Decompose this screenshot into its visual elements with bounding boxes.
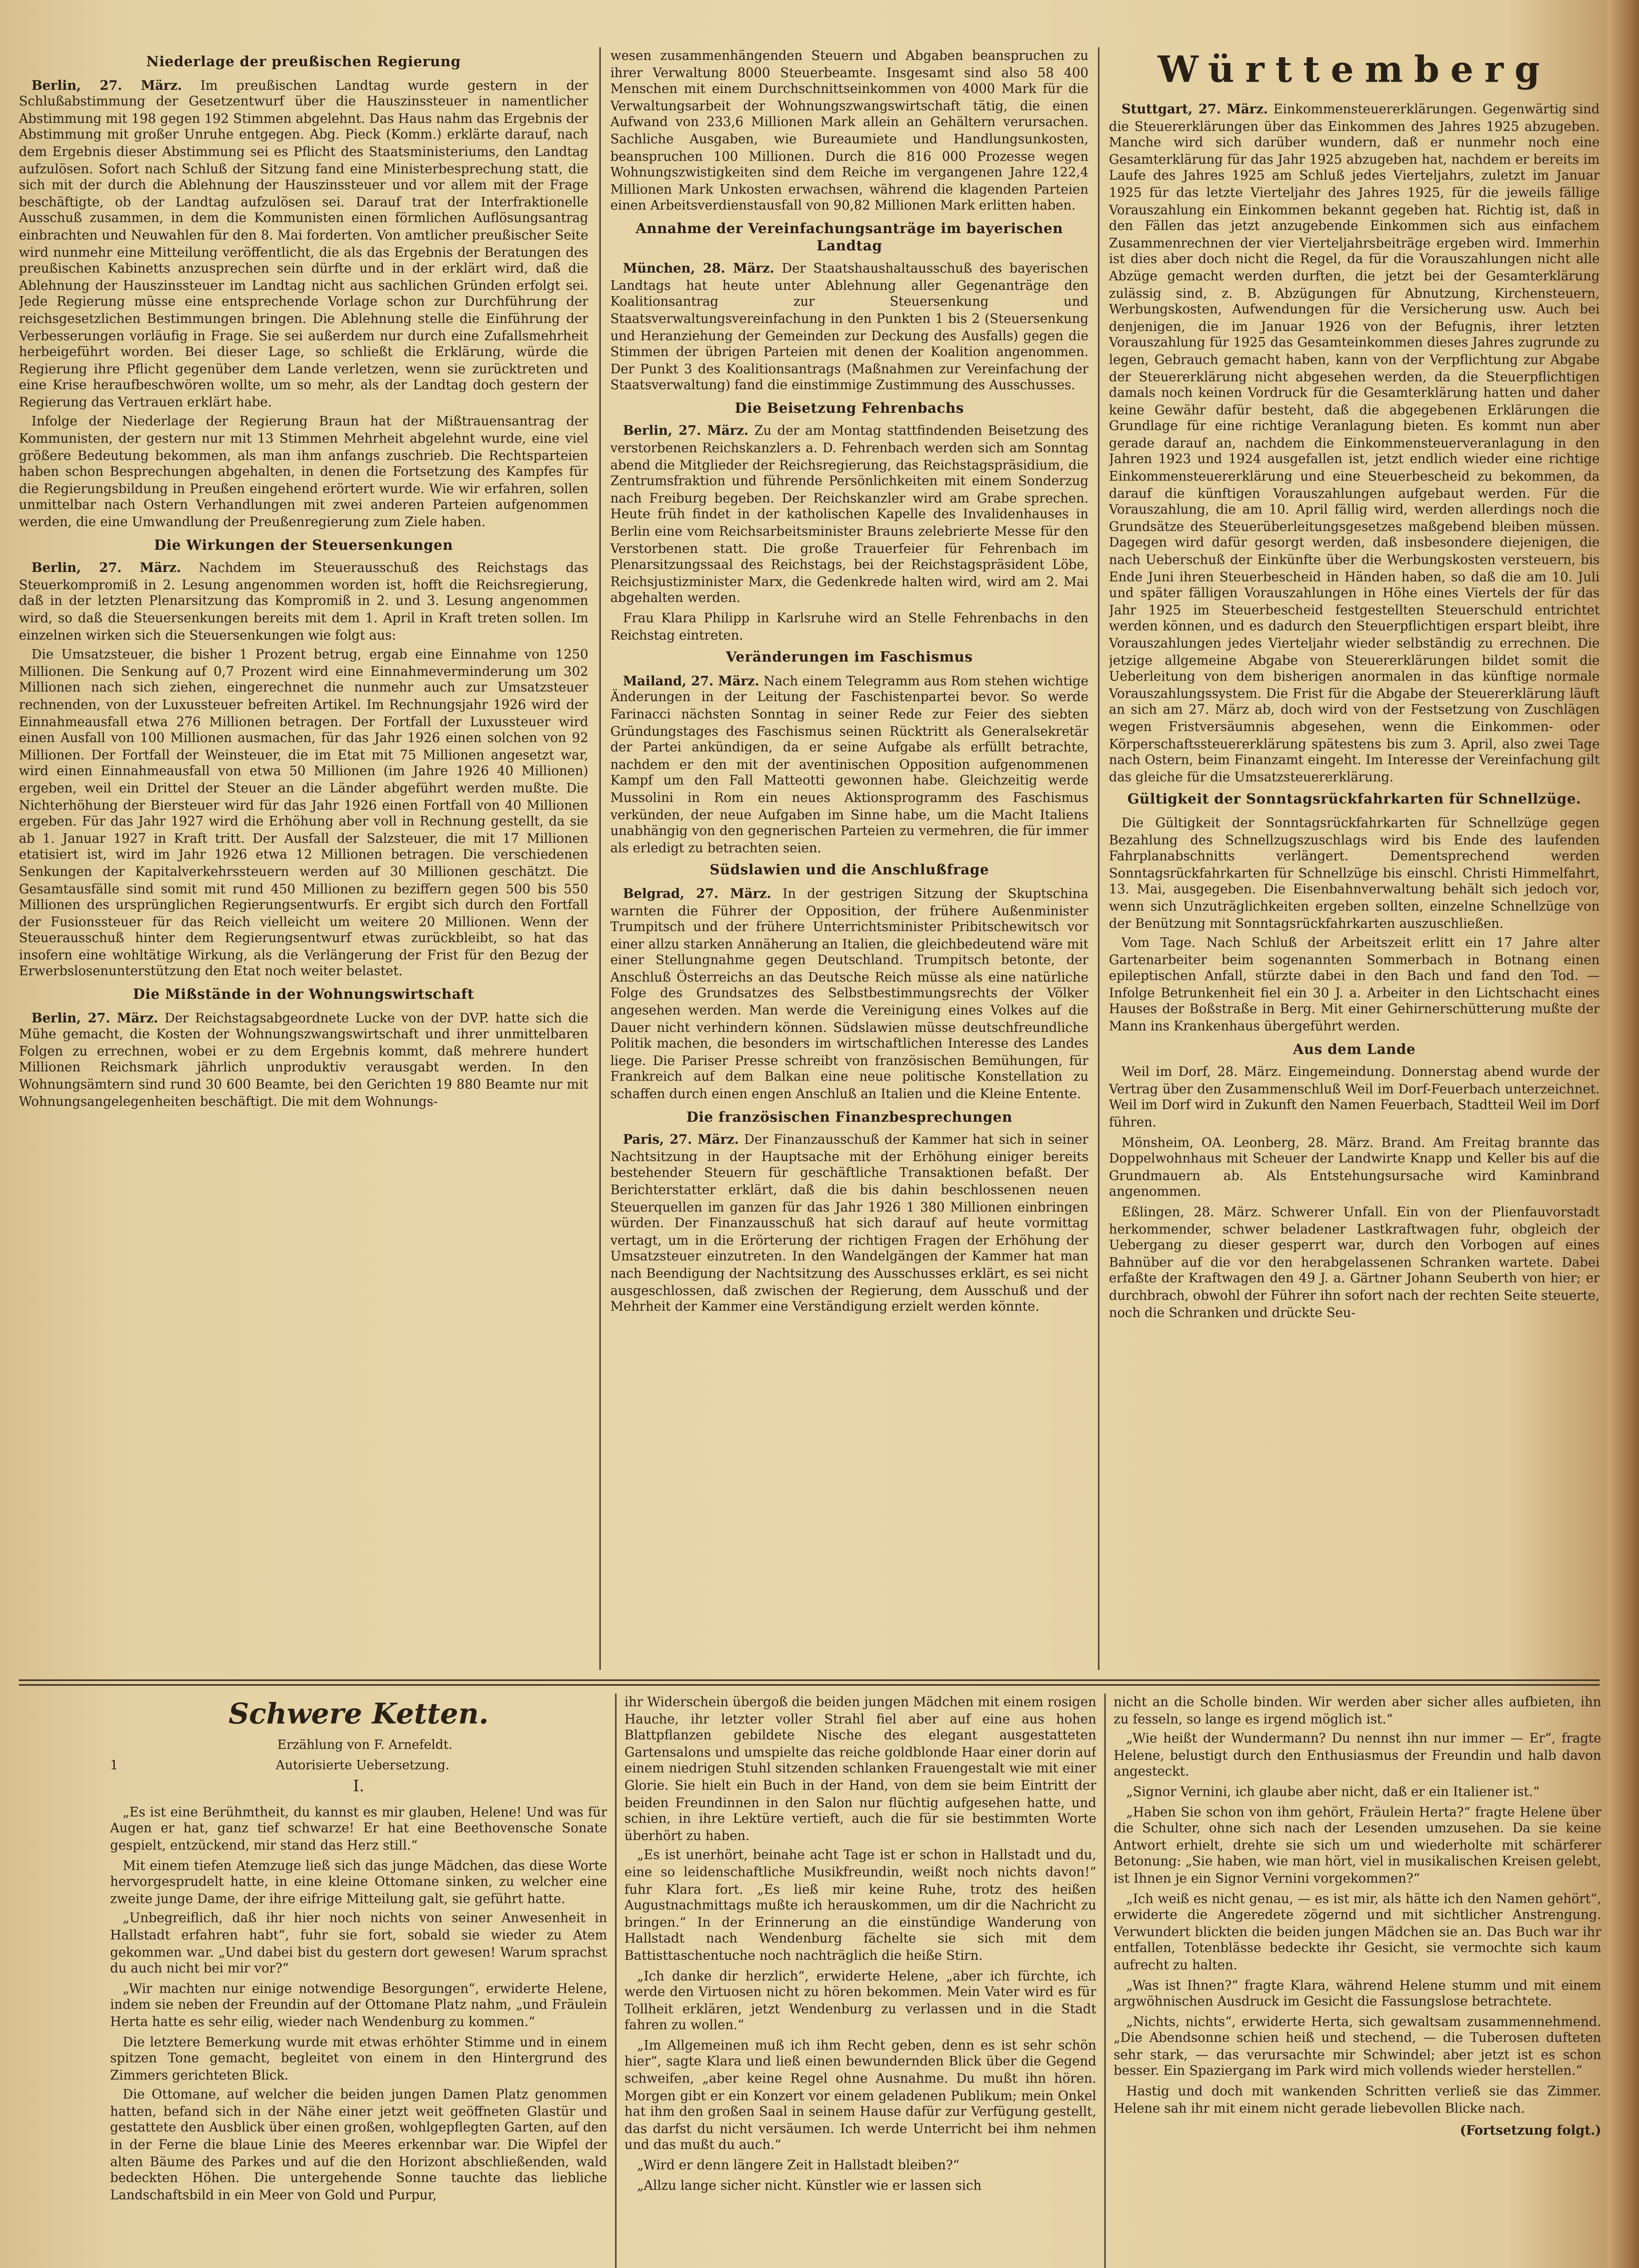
article-lead [19, 77, 589, 411]
feuilleton-column-2 [624, 1694, 1096, 2268]
section-title-wuerttemberg: Württemberg [1157, 49, 1551, 92]
article-lead [19, 1009, 589, 1110]
article-heading: Südslawien und die Anschlußfrage [709, 864, 989, 880]
article-heading: Die Wirkungen der Steuersenkungen [154, 538, 454, 554]
dateline: Berlin, 27. März. [623, 423, 749, 439]
feuilleton-divider [19, 1679, 1600, 1681]
dateline: Paris, 27. März. [623, 1131, 739, 1148]
article-heading: Die Mißstände in der Wohnungswirtschaft [133, 987, 474, 1004]
dateline: Mailand, 27. März. [623, 672, 760, 689]
article-text: Zu der am Montag stattfindenden Beisetzung des verstorbenen Reichskanzlers a. D. Fehrenbach werden sich am Sonntag abend die Mitglieder der Reichsregierung, das Reichstagspräsidium, die Zentrumsfraktion und führende Persönlichkeiten mit einem Sonderzug nach Freiburg begeben. Der Reichskanzler wird am Grabe sprechen. Heute früh findet in der katholischen Kapelle des Invalidenhauses in Berlin eine vom Reichsarbeitsminister Brauns zelebrierte Messe für den Verstorbenen statt. Die große Trauerfeier für Fehrenbach im Plenarsitzungssaal des Reichstags, bei der Reichstagspräsident Löbe, Reichsjustizminister Marx, die Gedenkrede halten wird, wird am 2. Mai abgehalten werden. [610, 423, 1089, 606]
paragraph: Die Gültigkeit der Sonntagsrückfahrkarten für Schnellzüge gegen Bezahlung des Schnellzugszuschlags wird bis Ende des laufenden Fahrplanabschnitts verlängert. Dementsprechend werden Sonntagsrückfahrkarten für Schnellzüge bis einschl. Christi Himmelfahrt, 13. Mai, ausgegeben. Die Eisenbahnverwaltung behält sich jedoch vor, wenn sich Unzuträglichkeiten ergeben sollten, einzelne Schnellzüge von der Benützung mit Sonntagsrückfahrkarten auszuschließen. [1109, 814, 1600, 930]
news-column-1 [19, 47, 589, 1670]
paragraph: Infolge der Niederlage der Regierung Braun hat der Mißtrauensantrag der Kommunisten, der gestern nur mit 13 Stimmen Mehrheit abgelehnt wurde, eine viel größere Bedeutung bekommen, als man ihm anfangs zuschrieb. Die Rechtsparteien haben schon Besprechungen abgehalten, in denen die Fortsetzung des Kampfes für die Regierungsbildung in Preußen eingehend erörtert wurde. Wie wir erfahren, sollen unmittelbar nach Ostern Verhandlungen mit zwei anderen Parteien aufgenommen werden, die eine Umwandlung der Preußenregierung zum Ziele haben. [19, 413, 589, 530]
article-heading: Die Beisetzung Fehrenbachs [735, 401, 964, 417]
paragraph: wesen zusammenhängenden Steuern und Abgaben beanspruchen zu ihrer Verwaltung 8000 Steuerbeamte. Insgesamt sind also 58 400 Menschen mit einem Durchschnittseinkommen von 4000 Mark für die Verwaltungsarbeit der Wohnungszwangswirtschaft tätig, die einen Aufwand von 233,6 Millionen Mark allein an Gehältern verursachen. Sachliche Ausgaben, wie Bureaumiete und Handlungsunkosten, beanspruchen 100 Millionen. Durch die 816 000 Prozesse wegen Wohnungszwistigkeiten sind dem Reiche im vergangenen Jahre 122,4 Millionen Mark Unkosten erwachsen, während die klagenden Parteien einen Arbeitsverdienstausfall von 90,82 Millionen Mark erlitten haben. [610, 47, 1089, 214]
article-text: In der gestrigen Sitzung der Skuptschina warnten die Führer der Opposition, der frühere Außenminister Trumpitsch und der frühere Unterrichtsminister Pribitschewitsch vor einer allzu starken Annäherung an Italien, die gleichbedeutend wäre mit einer Stellungnahme gegen Deutschland. Trumpitsch betonte, der Anschluß Österreichs an das Deutsche Reich müsse als eine natürliche Folge des Grundsatzes des Selbstbestimmungsrechts der Völker angesehen werden. Man werde die Vereinigung eines Volkes auf die Dauer nicht verhindern können. Südslawien müsse deutschfreundliche Politik machen, die besonders im wirtschaftlichen Interesse des Landes liege. Die Pariser Presse schreibt von französischen Bemühungen, für Frankreich auf dem Balkan eine neue politische Konstellation zu schaffen durch einen engen Anschluß an Italien und die Kleine Entente. [610, 885, 1089, 1101]
article-text: Der Staatshaushaltausschuß des bayerischen Landtags hat heute unter Ablehnung aller Gegenanträge den Koalitionsantrag zur Steuersenkung und Staatsverwaltungsvereinfachung in den Punkten 1 bis 2 (Steuersenkung und Heranziehung der Gemeinden zur Deckung des Ausfalls) gegen die Stimmen der übrigen Parteien mit denen der Koalition angenommen. Der Punkt 3 des Koalitionsantrags (Maßnahmen zur Vereinfachung der Staatsverwaltung) fand die einstimmige Zustimmung des Ausschusses. [610, 260, 1089, 393]
article-heading: Aus dem Lande [1293, 1042, 1416, 1058]
article-text: Im preußischen Landtag wurde gestern in der Schlußabstimmung der Gesetzentwurf über die Hauszinssteuer in namentlicher Abstimmung mit 198 gegen 192 Stimmen abgelehnt. Das Haus nahm das Ergebnis der Abstimmung mit großer Unruhe entgegen. Abg. Pieck (Komm.) erklärte darauf, nach dem Ergebnis dieser Abstimmung sei es Pflicht des Staatsministeriums, den Landtag aufzulösen. Sofort nach Schluß der Sitzung fand eine Ministerbesprechung statt, die sich mit der durch die Ablehnung der Hauszinssteuer und vor allem mit der Frage beschäftigte, ob der Landtag aufzulösen sei. Darauf trat der Interfraktionelle Ausschuß zusammen, in dem die Kommunisten einen förmlichen Auflösungsantrag einbrachten und Neuwahlen für den 8. Mai forderten. Von amtlicher preußischer Seite wird nunmehr eine Mitteilung veröffentlicht, die als das Ergebnis der Beratungen des preußischen Kabinetts anzusprechen sein dürfte und in der erklärt wird, daß die Ablehnung der Hauszinssteuer im Landtag nicht aus sachlichen Gründen erfolgt sei. Jede Regierung müsse eine entsprechende Vorlage schon zur Durchführung der reichsgesetzlichen Bestimmungen bringen. Die Ablehnung stelle die Einführung der Verbesserungen vorläufig in Frage. Sie sei außerdem nur durch eine Zufallsmehrheit herbeigeführt worden. Bei dieser Lage, so schließt die Erklärung, würde die Regierung ihre Pflicht gegenüber dem Lande verletzen, wenn sie zurücktreten und eine Krise heraufbeschwören wollte, um so mehr, als der Landtag doch gestern der Regierung das Vertrauen erklärt habe. [19, 76, 589, 410]
paragraph: Mit einem tiefen Atemzuge ließ sich das junge Mädchen, das diese Worte hervorgesprudelt hatte, in eine kleine Ottomane sinken, zu welcher eine zweite junge Dame, der ihre eifrige Mitteilung galt, sie geführt hatte. [110, 1857, 607, 1906]
story-title: Schwere Ketten. [229, 1698, 489, 1732]
paragraph: nicht an die Scholle binden. Wir werden aber sicher alles aufbieten, ihn zu fesseln, so lange es irgend möglich ist.“ [1113, 1693, 1601, 1726]
paragraph: „Allzu lange sicher nicht. Künstler wie er lassen sich [637, 2176, 982, 2193]
article-lead [610, 260, 1088, 394]
paragraph: Frau Klara Philipp in Karlsruhe wird an Stelle Fehrenbachs in den Reichstag eintreten. [610, 610, 1089, 642]
story-text [110, 1804, 607, 2203]
story-text [1114, 1694, 1601, 2116]
column-divider [599, 47, 600, 1670]
paragraph: „Was ist Ihnen?“ fragte Klara, während Helene stumm und mit einem argwöhnischen Ausdruck im Gesicht die Fassungslose betrachtete. [1113, 1976, 1601, 2009]
column-divider [615, 1694, 616, 2268]
article-heading: Gültigkeit der Sonntagsrückfahrkarten für Schnellzüge. [1127, 793, 1581, 809]
wuerttemberg-articles [1109, 101, 1600, 1320]
paragraph: „Unbegreiflich, daß ihr hier noch nichts von seiner Anwesenheit in Hallstadt erfahren habt“, fuhr sie fort, sobald sie wieder zu Atem gekommen war. „Und dabei bist du gestern dort gewesen! Warum sprachst du auch nicht bei mir vor?“ [110, 1910, 607, 1976]
column-divider [1104, 1694, 1106, 2268]
paragraph: Hastig und doch mit wankenden Schritten verließ sie das Zimmer. Helene sah ihr mit einem nicht gerade liebevollen Blicke nach. [1113, 2082, 1601, 2116]
dateline: Berlin, 27. März. [31, 559, 181, 576]
paragraph: „Nichts, nichts“, erwiderte Herta, sich gewaltsam zusammennehmend. „Die Abendsonne schien heiß und stechend, — die Tuberosen dufteten sehr stark, — das verursachte mir Schwindel; aber jetzt ist es schon besser. Ein Spaziergang im Park wird mich vollends wieder herstellen.“ [1113, 2013, 1601, 2079]
article-heading: Veränderungen im Faschismus [726, 651, 973, 667]
paragraph: Mönsheim, OA. Leonberg, 28. März. Brand. Am Freitag brannte das Doppelwohnhaus mit Scheuer der Landwirte Knapp und Keller bis auf die Grundmauern ab. Als Entstehungsursache wird Kaminbrand angenommen. [1109, 1134, 1600, 1200]
paragraph: „Ich danke dir herzlich“, erwiderte Helene, „aber ich fürchte, ich werde den Virtuosen nicht zu hören bekommen. Mein Vater wird es für Tollheit erklären, jetzt Wendenburg zu verlassen und in die Stadt fahren zu wollen.“ [624, 1967, 1097, 2033]
dateline: Belgrad, 27. März. [623, 885, 771, 901]
paragraph: Die Ottomane, auf welcher die beiden jungen Damen Platz genommen hatten, befand sich in der Nähe einer jetzt weit geöffneten Glastür und gestattete den Ausblick über einen großen, wohlgepflegten Garten, auf den in der Ferne die blaue Linie des Meeres erkennbar war. Die Wipfel der alten Bäume des Parkes und auf die den Horizont abschließenden, wald bedeckten Höhen. Die untergehende Sonne tauchte das liebliche Landschaftsbild in ein Meer von Gold und Purpur, [110, 2086, 607, 2202]
news-column-wuerttemberg [1109, 47, 1600, 1670]
paragraph: ihr Widerschein übergoß die beiden jungen Mädchen mit einem rosigen Hauche, ihr letzter voller Strahl fiel aber auf eine aus hohen Blattpflanzen gebildete Nische des elegant ausgestatteten Gartensalons und umspielte das reiche goldblonde Haar einer dorin auf einem niedrigen Stuhl sitzenden schlanken Frauengestalt wie mit einer Glorie. Sie hielt ein Buch in der Hand, von dem sie beim Eintritt der beiden Freundinnen in den Salon nur flüchtig aufgesehen hatte, und schien, in ihre Lektüre vertieft, auch die für sie bestimmten Worte überhört zu haben. [624, 1693, 1097, 1843]
article-lead [19, 560, 589, 643]
article-lead [610, 1132, 1088, 1315]
paragraph: Weil im Dorf, 28. März. Eingemeindung. Donnerstag abend wurde der Vertrag über den Zusammenschluß Weil im Dorf-Feuerbach unterzeichnet. Weil im Dorf wird in Zukunft den Namen Feuerbach, Stadtteil Weil im Dorf führen. [1109, 1064, 1600, 1130]
page-binding-edge [1608, 0, 1639, 2268]
feuilleton-column-1 [110, 1694, 607, 2268]
paragraph: „Signor Vernini, ich glaube aber nicht, daß er ein Italiener ist.“ [1126, 1783, 1540, 1799]
article-text: Der Reichstagsabgeordnete Lucke von der DVP. hatte sich die Mühe gemacht, die Kosten der Wohnungszwangswirtschaft und ihrer unmittelbaren Folgen zu errechnen, wobei er zu dem Ergebnis kommt, daß mehrere hundert Millionen Reichsmark jährlich unproduktiv verausgabt werden. In den Wohnungsämtern sind rund 30 600 Beamte, bei den Gerichten 19 880 Beamte nur mit Wohnungsangelegenheiten beschäftigt. Die mit dem Wohnungs- [19, 1009, 589, 1109]
paragraph: Eßlingen, 28. März. Schwerer Unfall. Ein von der Plienfauvorstadt herkommender, schwer beladener Lastkraftwagen fuhr, obgleich der Uebergang zu dieser gesperrt war, durch den Vorbogen auf eines Bahnüber auf die vor den herabgelassenen Schranken wartete. Dabei erfaßte der Kraftwagen den 49 J. a. Gärtner Johann Seuberth von hier; er durchbrach, obwohl der Führer ihn sofort nach der rechten Seite steuerte, noch die Schranken und drückte Seu- [1109, 1203, 1600, 1320]
article-text: Der Finanzausschuß der Kammer hat sich in seiner Nachtsitzung in der Hauptsache mit der Erhöhung einiger bereits bestehender Steuern für geschäftliche Transaktionen befaßt. Der Berichterstatter erklärt, daß die bis dahin beschlossenen neuen Steuerquellen im ganzen für das Jahr 1926 1 380 Millionen einbringen würden. Der Finanzausschuß hat sich darauf auf heute vormittag vertagt, um in die Erörterung der richtigen Fragen der Erhöhung der Umsatzsteuer einzutreten. In den Wandelgängen der Kammer hat man nach Beendigung der Nachtsitzung des Ausschusses erklärt, es sei nicht ausgeschlossen, daß zwischen der Regierung, dem Ausschuß und der Mehrheit der Kammer eine Verständigung erzielt werden könnte. [610, 1131, 1089, 1315]
feuilleton-divider [19, 1684, 1600, 1686]
article-heading: Die französischen Finanzbesprechungen [686, 1110, 1013, 1126]
article-text: Einkommensteuererklärungen. Gegenwärtig sind die Steuererklärungen über das Einkommen des Jahres 1925 abzugeben. Manche wird sich darüber wundern, daß er nunmehr noch eine Gesamterklärung für das Jahr 1925 abzugeben hat, nachdem er bereits im Laufe des Jahres 1925 am Schluß jedes Vierteljahrs, zuletzt im Januar 1925 für das letzte Vierteljahr des Jahres 1925, für die jeweils fällige Vorauszahlung ein Einkommen bekannt gegeben hat. Richtig ist, daß in den Fällen das jetzt anzugebende Einkommen sich aus einfachem Zusammenrechnen der vier Vierteljahrsbeiträge ergeben wird. Immerhin ist dies aber doch nicht die Regel, da für die Vorauszahlungen nicht alle Abzüge gemacht werden durften, die jetzt bei der Gesamterklärung zulässig sind, z. B. Abzügungen für Abnutzung, Kirchensteuern, Werbungskosten, Aufwendungen für die Versicherung usw. Auch bei denjenigen, die im Januar 1926 von der Befugnis, ihrer letzten Vorauszahlung für 1925 das Gesamteinkommen dieses Jahres zugrunde zu legen, Gebrauch gemacht haben, kann von der Verpflichtung zur Abgabe der Steuererklärung nicht abgesehen werden, da die Steuerpflichtigen damals noch keinen Vordruck für die Gesamterklärung hatten und daher keine Gewähr dafür besteht, daß die abgegebenen Erklärungen die Grundlage für eine richtige Veranlagung bieten. Es kommt nun aber gerade darauf an, nachdem die Einkommensteuerveranlagung in den Jahren 1923 und 1924 ausgefallen ist, jetzt endlich wieder eine richtige Einkommensteuererklärung und eine Steuerbescheid zu bekommen, da darauf die künftigen Vorauszahlungen aufgebaut werden. Für die Vorauszahlung, die am 10. April fällig wird, werden allerdings noch die Grundsätze des Steuerüberleitungsgesetzes maßgebend bleiben müssen. Dagegen wird dafür gesorgt werden, daß insbesondere diejenigen, die nach Ueberschuß der Einkünfte über die Werbungskosten versteuern, bis Ende Juni ihren Steuerbescheid in Händen haben, so daß die am 10. Juli und später fälligen Vorauszahlungen in Höhe eines Viertels der für das Jahr 1925 im Steuerbescheid festgestellten Steuerschuld entrichtet werden können, und es dadurch den Steuerpflichtigen erspart bleibt, ihre Vorauszahlungen jedes Vierteljahr wieder selbständig zu errechnen. Die jetzige allgemeine Abgabe von Steuererklärungen bildet somit die Ueberleitung von dem bisherigen anormalen in das künftige normale Vorauszahlungssystem. Die Frist für die Abgabe der Steuererklärung läuft an sich am 27. März ab, doch wird von der Festsetzung von Zuschlägen wegen Fristversäumnis abgesehen, wenn die Einkommen- oder Körperschaftssteuererklärung spätestens bis zum 3. April, also zwei Tage nach Ostern, beim Finanzamt eingeht. Im Interesse der Vereinfachung gilt das gleiche für die Umsatzsteuererklärung. [1109, 101, 1600, 784]
paragraph: „Ich weiß es nicht genau, — es ist mir, als hätte ich den Namen gehört“, erwiderte die Angeredete zögernd und mit sichtlicher Anstrengung. Verwundert blickten die beiden jungen Mädchen sie an. Das Buch war ihr entfallen, Totenblässe bedeckte ihr Gesicht, sie vermochte sich kaum aufrecht zu halten. [1113, 1890, 1601, 1973]
article-heading: Niederlage der preußischen Regierung [146, 55, 461, 71]
feuilleton-column-3 [1114, 1694, 1601, 2268]
column-divider [1098, 47, 1099, 1670]
paragraph: „Es ist unerhört, beinahe acht Tage ist er schon in Hallstadt und du, eine so leidenschaftliche Musikfreundin, weißt noch nichts davon!“ fuhr Klara fort. „Es ließ mir keine Ruhe, trotz des heißen Augustnachmittags mußte ich herauskommen, um dir die Nachricht zu bringen.“ In der Erinnerung an die einstündige Wanderung von Hallstadt nach Wendenburg fächelte sie sich mit dem Battisttaschentuche noch nachträglich die heiße Stirn. [624, 1847, 1097, 1963]
article-lead [610, 672, 1088, 856]
article-heading: Annahme der Vereinfachungsanträge im bayerischen Landtag [635, 222, 1063, 255]
installment-number: 1 [110, 1757, 118, 1772]
translation-note: Autorisierte Uebersetzung. [276, 1757, 450, 1772]
continuation-note: (Fortsetzung folgt.) [1460, 2122, 1601, 2139]
paragraph: Die letztere Bemerkung wurde mit etwas erhöhter Stimme und in einem spitzen Tone gemacht, begleitet von einem in den Hintergrund des Zimmers gerichteten Blick. [110, 2033, 607, 2082]
dateline: München, 28. März. [623, 260, 775, 276]
article-text: Nach einem Telegramm aus Rom stehen wichtige Änderungen in der Leitung der Faschistenpartei bevor. So werde Farinacci nächsten Sonntag in seiner Rede zur Feier des siebten Gründungstages des Faschismus seinen Rücktritt als Generalsekretär der Partei ankündigen, da er seine Aufgabe als erfüllt betrachte, nachdem er den mit der aventinischen Opposition aufgenommenen Kampf um den Fall Matteotti gewonnen habe. Gleichzeitig werde Mussolini in Rom ein neues Aktionsprogramm des Faschismus verkünden, der neue Aufgaben im Sinne habe, um die Macht Italiens unabhängig von den gegnerischen Parteien zu vermehren, die für immer als erledigt zu betrachten seien. [610, 672, 1089, 855]
paragraph: Vom Tage. Nach Schluß der Arbeitszeit erlitt ein 17 Jahre alter Gartenarbeiter beim sogenannten Sommerbach in Botnang einen epileptischen Anfall, stürzte dabei in den Bach und fand den Tod. — Infolge Betrunkenheit fiel ein 30 J. a. Arbeiter in den Lichtschacht eines Hauses der Boßstraße in Berg. Mit einer Gehirnerschütterung mußte der Mann ins Krankenhaus übergeführt werden. [1109, 934, 1600, 1034]
chapter-number: I. [353, 1779, 365, 1797]
paragraph: „Im Allgemeinen muß ich ihm Recht geben, denn es ist sehr schön hier“, sagte Klara und ließ einen bewundernden Blick über die Gegend schweifen, „aber keine Regel ohne Ausnahme. Du mußt ihn hören. Morgen gibt er ein Konzert vor einem geladenen Publikum; mein Onkel hat ihm den großen Saal in seinem Hause dafür zur Verfügung gestellt, das darfst du nicht versäumen. Ich werde Unterricht bei ihm nehmen und das mußt du auch.“ [624, 2037, 1097, 2153]
dateline: Berlin, 27. März. [31, 76, 182, 93]
paragraph: Die Umsatzsteuer, die bisher 1 Prozent betrug, ergab eine Einnahme von 1250 Millionen. Die Senkung auf 0,7 Prozent wird eine Einnahmeverminderung um 302 Millionen nach sich ziehen, eingerechnet die nunmehr auch zur Umsatzsteuer rechnenden, von der Luxussteuer befreiten Artikel. Im Rechnungsjahr 1926 wird der Einnahmeausfall etwa 276 Millionen betragen. Der Fortfall der Luxussteuer wird einen Ausfall von 100 Millionen ausmachen, für das Jahr 1926 einen solchen von 92 Millionen. Der Fortfall der Weinsteuer, die im Etat mit 75 Millionen angesetzt war, wird einen Einnahmeausfall von etwa 50 Millionen (im Jahre 1926 40 Millionen) ergeben, weil ein Drittel der Steuer an die Länder abgeführt werden mußte. Die Nichterhöhung der Biersteuer wird für das Jahr 1926 einen Fortfall von 40 Millionen ergeben. Für das Jahr 1927 wird die Erhöhung aber voll in Rechnung gestellt, da sie ab 1. Januar 1927 in Kraft tritt. Der Ausfall der Salzsteuer, die mit 17 Millionen etatisiert ist, wird im Jahr 1926 etwa 12 Millionen betragen. Die verschiedenen Senkungen der Kapitalverkehrssteuern werden auf 30 Millionen geschätzt. Die Gesamtausfälle sind somit mit rund 450 Millionen zu beziffern gegen 500 bis 550 Millionen des ursprünglichen Regierungsentwurfs. Er ergibt sich durch den Fortfall der Fusionssteuer für das Reich vielleicht um weitere 20 Millionen. Wenn der Steuerausschuß hinter dem Regierungsentwurf etwas zurückbleibt, so hat das insofern eine wohltätige Wirkung, als die Verlängerung der Frist für den Bezug der Erwerbslosenunterstützung den Etat noch weiter belastet. [19, 646, 589, 979]
paragraph: „Wird er denn längere Zeit in Hallstadt bleiben?“ [637, 2156, 960, 2173]
news-column-2 [610, 47, 1088, 1670]
article-lead [610, 423, 1088, 606]
paragraph: „Es ist eine Berühmtheit, du kannst es mir glauben, Helene! Und was für Augen er hat, ganz tief schwarze! Er hat eine Beethovensche Sonate gespielt, entzückend, mir stand das Herz still.“ [110, 1804, 607, 1853]
story-author: Erzählung von F. Arnefeldt. [277, 1737, 453, 1752]
article-text: Nachdem im Steuerausschuß des Reichstags das Steuerkompromiß in 2. Lesung angenommen worden ist, hofft die Reichsregierung, daß in der letzten Plenarsitzung das Kompromiß in 2. und 3. Lesung angenommen wird, so daß die Steuersenkungen bereits mit dem 1. April in Kraft treten sollen. Im einzelnen wirken sich die Steuersenkungen wie folgt aus: [19, 559, 589, 642]
article-lead [610, 885, 1088, 1102]
dateline: Berlin, 27. März. [31, 1009, 158, 1025]
dateline: Stuttgart, 27. März. [1121, 101, 1268, 117]
paragraph: „Wir machten nur einige notwendige Besorgungen“, erwiderte Helene, indem sie neben der Freundin auf der Ottomane Platz nahm, „und Fräulein Herta hatte es sehr eilig, wieder nach Wendenburg zu kommen.“ [110, 1980, 607, 2029]
paragraph: „Wie heißt der Wundermann? Du nennst ihn nur immer — Er“, fragte Helene, belustigt durch den Enthusiasmus der Freundin und halb davon angesteckt. [1113, 1730, 1601, 1779]
article-lead [1109, 101, 1600, 785]
paragraph: „Haben Sie schon von ihm gehört, Fräulein Herta?“ fragte Helene über die Schulter, ohne sich nach der Lesenden umzusehen. Da sie keine Antwort erhielt, drehte sie sich um und wiederholte mit schärferer Betonung: „Sie haben, wie man hört, viel in musikalischen Kreisen gelebt, ist Ihnen je ein Signor Vernini vorgekommen?“ [1113, 1803, 1601, 1886]
